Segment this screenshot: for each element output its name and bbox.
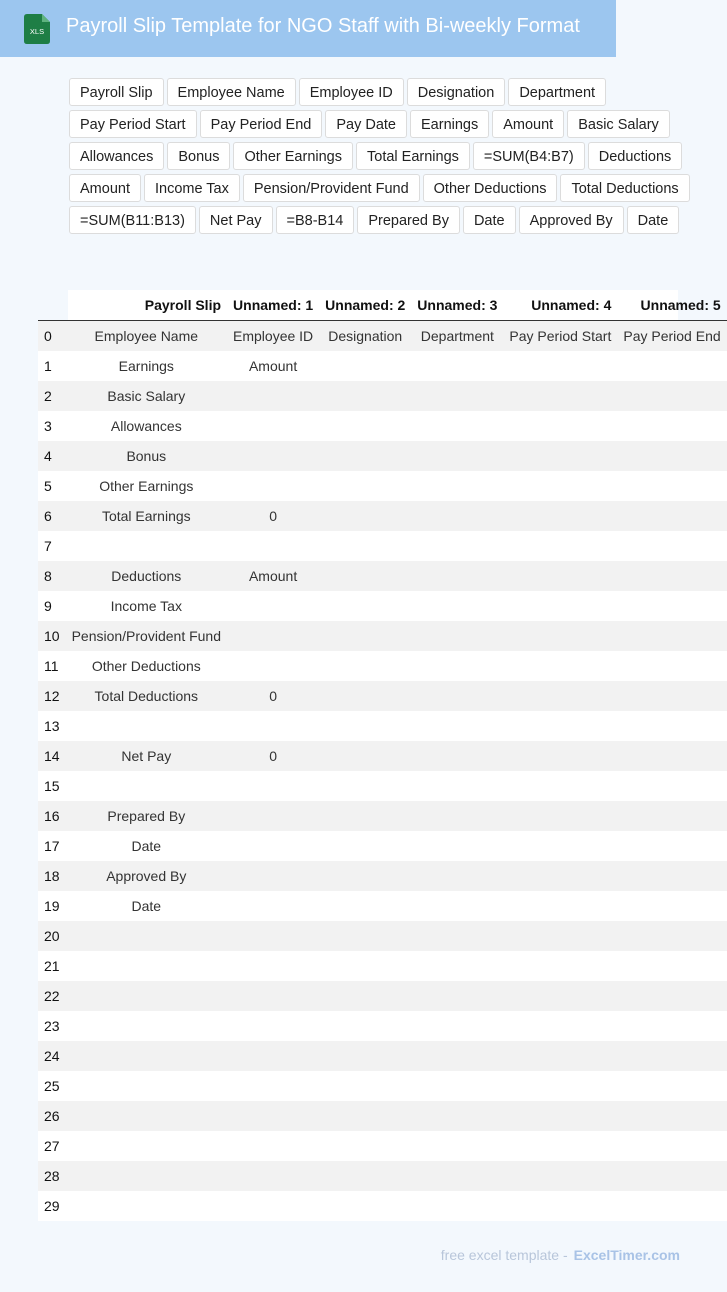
table-cell [617, 351, 726, 381]
table-cell [319, 531, 411, 561]
table-cell [411, 531, 503, 561]
table-cell [319, 831, 411, 861]
table-cell [411, 831, 503, 861]
table-cell [319, 411, 411, 441]
table-cell [503, 711, 617, 741]
table-cell [319, 591, 411, 621]
table-cell [319, 621, 411, 651]
table-cell [503, 1101, 617, 1131]
xls-icon-label: XLS [29, 27, 45, 36]
table-cell [319, 351, 411, 381]
table-cell [319, 501, 411, 531]
title-bar [0, 0, 616, 57]
row-index-cell: 16 [38, 801, 66, 831]
keyword-tag[interactable]: Other Earnings [233, 142, 353, 170]
table-cell [411, 1131, 503, 1161]
row-index-cell: 3 [38, 411, 66, 441]
table-cell [503, 1191, 617, 1221]
table-cell: Total Earnings [66, 501, 227, 531]
table-cell [503, 921, 617, 951]
table-row [38, 801, 727, 831]
table-cell [319, 711, 411, 741]
table-cell [411, 471, 503, 501]
table-cell [319, 1161, 411, 1191]
table-cell [411, 351, 503, 381]
table-cell [503, 891, 617, 921]
table-cell [319, 891, 411, 921]
table-cell [227, 711, 319, 741]
table-cell [227, 651, 319, 681]
table-cell [411, 441, 503, 471]
keyword-tag[interactable]: Income Tax [144, 174, 240, 202]
keyword-tag[interactable]: Date [627, 206, 680, 234]
row-index-cell: 15 [38, 771, 66, 801]
keyword-tag[interactable]: Department [508, 78, 606, 106]
table-cell [411, 801, 503, 831]
table-cell [503, 531, 617, 561]
table-cell: Total Deductions [66, 681, 227, 711]
table-cell [617, 1191, 726, 1221]
table-cell [227, 801, 319, 831]
table-cell: Designation [319, 321, 411, 352]
table-row [38, 381, 727, 411]
table-row [38, 771, 727, 801]
table-cell [617, 951, 726, 981]
table-cell [503, 951, 617, 981]
table-cell [227, 381, 319, 411]
table-row [38, 1101, 727, 1131]
table-cell [227, 591, 319, 621]
table-cell [319, 1071, 411, 1101]
table-row [38, 591, 727, 621]
table-cell [503, 411, 617, 441]
table-cell: Basic Salary [66, 381, 227, 411]
table-cell [227, 771, 319, 801]
table-cell [503, 621, 617, 651]
table-cell [319, 1131, 411, 1161]
table-cell: 0 [227, 741, 319, 771]
table-cell: Pay Period End [617, 321, 726, 352]
keyword-tag[interactable]: Approved By [519, 206, 624, 234]
row-index-cell: 25 [38, 1071, 66, 1101]
keyword-tag[interactable]: Pay Date [325, 110, 407, 138]
table-row [38, 321, 727, 352]
table-cell [66, 1131, 227, 1161]
table-cell [503, 741, 617, 771]
keyword-tag[interactable]: Bonus [167, 142, 230, 170]
table-cell [617, 831, 726, 861]
table-cell [66, 771, 227, 801]
table-cell [319, 561, 411, 591]
column-header: Unnamed: 5 [617, 290, 726, 321]
table-cell [503, 441, 617, 471]
column-header: Unnamed: 2 [319, 290, 411, 321]
table-row [38, 1131, 727, 1161]
table-cell [227, 951, 319, 981]
row-index-cell: 29 [38, 1191, 66, 1221]
column-header [38, 290, 66, 321]
table-body [38, 321, 727, 1222]
table-cell [411, 1011, 503, 1041]
keyword-tag[interactable]: Net Pay [199, 206, 273, 234]
row-index-cell: 18 [38, 861, 66, 891]
table-row [38, 1011, 727, 1041]
row-index-cell: 28 [38, 1161, 66, 1191]
keyword-tag[interactable]: Prepared By [357, 206, 460, 234]
table-cell [66, 1191, 227, 1221]
keyword-tag[interactable]: Employee Name [167, 78, 296, 106]
table-cell [617, 531, 726, 561]
table-cell [617, 621, 726, 651]
table-cell [319, 921, 411, 951]
table-cell [411, 771, 503, 801]
table-cell [617, 981, 726, 1011]
table-row [38, 861, 727, 891]
table-cell [503, 1131, 617, 1161]
table-cell: Department [411, 321, 503, 352]
spreadsheet-preview [44, 290, 721, 1221]
table-cell [503, 351, 617, 381]
table-row [38, 411, 727, 441]
row-index-cell: 7 [38, 531, 66, 561]
table-cell [617, 1041, 726, 1071]
table-cell [411, 861, 503, 891]
table-cell: 0 [227, 501, 319, 531]
table-cell [319, 981, 411, 1011]
row-index-cell: 10 [38, 621, 66, 651]
keyword-tag[interactable]: Pay Period Start [69, 110, 197, 138]
footer-credit [441, 1247, 680, 1263]
table-cell [503, 1011, 617, 1041]
row-index-cell: 13 [38, 711, 66, 741]
table-cell [411, 951, 503, 981]
table-row [38, 501, 727, 531]
table-cell [617, 921, 726, 951]
table-cell [411, 681, 503, 711]
table-cell [411, 1161, 503, 1191]
table-cell [503, 1161, 617, 1191]
table-cell [227, 411, 319, 441]
footer-brand-link[interactable]: ExcelTimer.com [573, 1247, 680, 1263]
table-cell [503, 801, 617, 831]
table-cell: 0 [227, 681, 319, 711]
table-cell [411, 501, 503, 531]
table-cell [227, 531, 319, 561]
table-cell: Allowances [66, 411, 227, 441]
table-cell [411, 1101, 503, 1131]
row-index-cell: 17 [38, 831, 66, 861]
table-cell [227, 621, 319, 651]
table-cell [227, 1191, 319, 1221]
table-cell [617, 741, 726, 771]
table-cell [411, 411, 503, 441]
row-index-cell: 22 [38, 981, 66, 1011]
row-index-cell: 9 [38, 591, 66, 621]
row-index-cell: 27 [38, 1131, 66, 1161]
table-cell [411, 621, 503, 651]
table-cell [617, 411, 726, 441]
table-cell [503, 651, 617, 681]
table-cell [319, 471, 411, 501]
row-index-cell: 4 [38, 441, 66, 471]
table-cell [503, 381, 617, 411]
table-cell: Deductions [66, 561, 227, 591]
table-cell: Net Pay [66, 741, 227, 771]
table-cell [503, 561, 617, 591]
keyword-tag[interactable]: Payroll Slip [69, 78, 164, 106]
row-index-cell: 23 [38, 1011, 66, 1041]
table-row [38, 741, 727, 771]
table-cell [411, 1071, 503, 1101]
keyword-tag[interactable]: Total Earnings [356, 142, 470, 170]
row-index-cell: 11 [38, 651, 66, 681]
spreadsheet-table [38, 290, 727, 1221]
keyword-tag[interactable]: =SUM(B11:B13) [69, 206, 196, 234]
table-cell: Prepared By [66, 801, 227, 831]
keyword-tag[interactable]: Basic Salary [567, 110, 670, 138]
table-cell [227, 1161, 319, 1191]
row-index-cell: 0 [38, 321, 66, 352]
row-index-cell: 26 [38, 1101, 66, 1131]
row-index-cell: 14 [38, 741, 66, 771]
table-cell [617, 1101, 726, 1131]
table-row [38, 1191, 727, 1221]
table-cell [66, 711, 227, 741]
table-cell: Amount [227, 351, 319, 381]
table-row [38, 471, 727, 501]
keyword-tag[interactable]: Earnings [410, 110, 489, 138]
row-index-cell: 12 [38, 681, 66, 711]
table-row [38, 651, 727, 681]
table-cell: Date [66, 831, 227, 861]
table-cell [617, 1161, 726, 1191]
table-cell [411, 921, 503, 951]
table-row [38, 891, 727, 921]
table-cell: Other Deductions [66, 651, 227, 681]
table-cell [503, 981, 617, 1011]
table-cell [319, 381, 411, 411]
table-cell [66, 981, 227, 1011]
table-cell [66, 1161, 227, 1191]
table-cell [411, 741, 503, 771]
table-row [38, 1161, 727, 1191]
keyword-tags [69, 78, 694, 234]
table-cell [411, 711, 503, 741]
table-cell [411, 981, 503, 1011]
table-cell [66, 1101, 227, 1131]
table-row [38, 711, 727, 741]
table-row [38, 1071, 727, 1101]
column-header: Unnamed: 1 [227, 290, 319, 321]
table-cell [227, 861, 319, 891]
column-header: Unnamed: 4 [503, 290, 617, 321]
keyword-tag[interactable]: Amount [69, 174, 141, 202]
page-title: Payroll Slip Template for NGO Staff with Bi-weekly Format [66, 15, 580, 37]
table-cell [411, 1191, 503, 1221]
table-row [38, 921, 727, 951]
column-header: Unnamed: 3 [411, 290, 503, 321]
table-row [38, 681, 727, 711]
table-cell [227, 981, 319, 1011]
table-cell [411, 561, 503, 591]
row-index-cell: 19 [38, 891, 66, 921]
table-row [38, 1041, 727, 1071]
table-cell [227, 921, 319, 951]
table-cell [227, 1101, 319, 1131]
table-cell [319, 951, 411, 981]
table-cell: Approved By [66, 861, 227, 891]
table-cell [617, 1011, 726, 1041]
xls-file-icon [24, 14, 50, 44]
table-cell [617, 801, 726, 831]
table-cell [503, 471, 617, 501]
table-row [38, 951, 727, 981]
table-cell [617, 1131, 726, 1161]
table-cell [66, 1041, 227, 1071]
keyword-tag[interactable]: Designation [407, 78, 506, 106]
table-cell [319, 801, 411, 831]
table-cell: Earnings [66, 351, 227, 381]
table-cell [227, 1041, 319, 1071]
table-cell [617, 1071, 726, 1101]
table-cell [503, 771, 617, 801]
table-cell: Pay Period Start [503, 321, 617, 352]
table-row [38, 981, 727, 1011]
table-cell [227, 891, 319, 921]
table-row [38, 351, 727, 381]
table-header-row [38, 290, 727, 321]
table-cell [617, 381, 726, 411]
table-cell: Date [66, 891, 227, 921]
table-cell [617, 501, 726, 531]
keyword-tag[interactable]: Date [463, 206, 516, 234]
table-cell: Income Tax [66, 591, 227, 621]
table-cell [227, 1131, 319, 1161]
table-cell [617, 771, 726, 801]
table-cell [503, 861, 617, 891]
table-cell [617, 711, 726, 741]
table-cell [66, 531, 227, 561]
table-cell: Employee ID [227, 321, 319, 352]
keyword-tag[interactable]: Employee ID [299, 78, 404, 106]
keyword-tag[interactable]: =SUM(B4:B7) [473, 142, 585, 170]
row-index-cell: 6 [38, 501, 66, 531]
table-cell [617, 891, 726, 921]
table-cell [227, 1011, 319, 1041]
keyword-tag[interactable]: Total Deductions [560, 174, 689, 202]
table-cell [227, 1071, 319, 1101]
table-cell [503, 591, 617, 621]
table-cell [617, 561, 726, 591]
table-cell [319, 861, 411, 891]
table-cell [66, 951, 227, 981]
table-cell [227, 831, 319, 861]
table-row [38, 531, 727, 561]
table-row [38, 621, 727, 651]
table-cell: Amount [227, 561, 319, 591]
row-index-cell: 2 [38, 381, 66, 411]
table-cell [319, 681, 411, 711]
table-cell [503, 1071, 617, 1101]
table-cell [227, 441, 319, 471]
table-cell [617, 861, 726, 891]
table-cell [503, 681, 617, 711]
table-cell [503, 831, 617, 861]
row-index-cell: 5 [38, 471, 66, 501]
table-cell [503, 501, 617, 531]
table-cell [411, 1041, 503, 1071]
table-cell [66, 1071, 227, 1101]
table-cell: Employee Name [66, 321, 227, 352]
table-cell [411, 651, 503, 681]
table-cell: Bonus [66, 441, 227, 471]
table-cell [66, 921, 227, 951]
keyword-tag[interactable]: Allowances [69, 142, 164, 170]
row-index-cell: 21 [38, 951, 66, 981]
keyword-tag[interactable]: =B8-B14 [276, 206, 355, 234]
table-cell [319, 1041, 411, 1071]
table-cell [319, 741, 411, 771]
row-index-cell: 1 [38, 351, 66, 381]
table-cell [319, 1101, 411, 1131]
footer-prefix: free excel template - [440, 1247, 568, 1263]
table-cell [617, 471, 726, 501]
table-cell [617, 441, 726, 471]
table-cell [411, 891, 503, 921]
table-cell [319, 771, 411, 801]
table-row [38, 831, 727, 861]
keyword-tag[interactable]: Amount [492, 110, 564, 138]
table-cell [617, 681, 726, 711]
table-row [38, 441, 727, 471]
row-index-cell: 20 [38, 921, 66, 951]
table-cell [503, 1041, 617, 1071]
table-cell [227, 471, 319, 501]
table-cell: Pension/Provident Fund [66, 621, 227, 651]
table-cell: Other Earnings [66, 471, 227, 501]
table-cell [411, 591, 503, 621]
table-cell [66, 1011, 227, 1041]
keyword-tag[interactable]: Pension/Provident Fund [243, 174, 420, 202]
table-cell [319, 441, 411, 471]
table-row [38, 561, 727, 591]
row-index-cell: 8 [38, 561, 66, 591]
table-cell [411, 381, 503, 411]
table-cell [617, 651, 726, 681]
column-header: Payroll Slip [66, 290, 227, 321]
keyword-tag[interactable]: Other Deductions [423, 174, 558, 202]
keyword-tag[interactable]: Pay Period End [200, 110, 323, 138]
table-cell [617, 591, 726, 621]
table-cell [319, 651, 411, 681]
table-cell [319, 1191, 411, 1221]
table-cell [319, 1011, 411, 1041]
keyword-tag[interactable]: Deductions [588, 142, 683, 170]
row-index-cell: 24 [38, 1041, 66, 1071]
